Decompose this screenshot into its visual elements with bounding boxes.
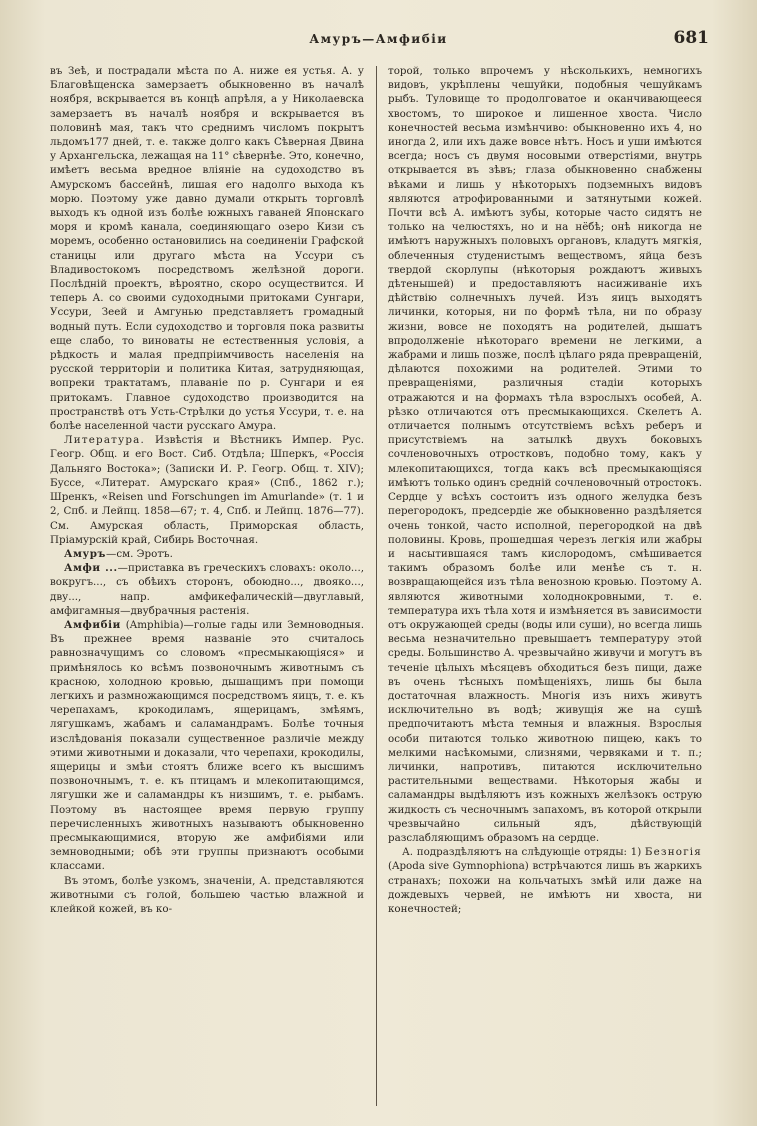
order-apoda-name: Безногiя [644, 846, 702, 859]
paragraph-literature [50, 433, 364, 547]
headword-amphibia: Амфибiи [64, 618, 121, 631]
page-header [40, 30, 717, 54]
paragraph-amphibia-anatomy: торой, только впрочемъ у нѣсколькихъ, немногихъ видовъ, укрѣплены чешуйки, подобныя чешуйкамъ рыбъ. Туловище то продолговатое и оканчивающееся хвостомъ, то широкое и лишенное хвоста. Число конечностей весьма измѣнчиво: обыкновенно ихъ 4, но иногда 2, или ихъ даже вовсе нѣтъ. Носъ и уши имѣются всегда; носъ съ двумя носовыми отверстiями, внутрь открывается въ зѣвъ; глаза обыкновенно снабжены вѣками и лишь у нѣкоторыхъ подземныхъ видовъ являются атрофированными и затянутыми кожей. Почти всѣ А. имѣютъ зубы, которые часто сидятъ не только на челюстяхъ, но и на нёбѣ; онѣ никогда не имѣютъ наружныхъ половыхъ органовъ, кладутъ мягкiя, облеченныя студенистымъ веществомъ, яйца безъ твердой скорлупы (нѣкоторыя рождаютъ живыхъ дѣтенышей) и предоставляютъ насиживанiе ихъ дѣйствiю солнечныхъ лучей. Изъ яицъ выходятъ личинки, которыя, ни по формѣ тѣла, ни по образу жизни, вовсе не походятъ на родителей, дышатъ впродолженiе нѣкотораго времени не легкими, а жабрами и лишь позже, послѣ цѣлаго ряда превращенiй, дѣлаются похожими на родителей. Этими то превращенiями, различныя стадiи которыхъ отражаются и на формахъ тѣла взрослыхъ особей, А. рѣзко отличаются отъ пресмыкающихся. Скелетъ А. отличается полнымъ отсутствiемъ всѣхъ реберъ и присутствiемъ на затылкѣ двухъ боковыхъ сочленовочныхъ отростковъ, подобно тому, какъ у млекопитающихся, тогда какъ всѣ пресмыкающiяся имѣютъ только одинъ среднiй сочленовочный отростокъ. Сердце у всѣхъ состоитъ изъ одного желудка безъ перегородокъ, предсердiе же обыкновенно раздѣляется очень тонкой, часто исполной, перегородкой на двѣ половины. Кровь, прошедшая черезъ легкiя или жабры и насытившаяся тамъ кислородомъ, смѣшивается такимъ образомъ болѣе или менѣе съ т. н. возвращающейся изъ тѣла венозною кровью. Поэтому А. являются животными холоднокровными, т. е. температура ихъ тѣла хотя и измѣняется въ зависимости отъ окружающей среды (воды или суши), но всегда лишь весьма незначительно превышаетъ температуру этой среды. Большинство А. чрезвычайно живучи и могутъ въ теченiе цѣлыхъ мѣсяцевъ обходиться безъ пищи, даже въ очень тѣсныхъ помѣщенiяхъ, лишь бы была достаточная влажность. Многiя изъ нихъ живутъ исключительно въ водѣ; живущiя же на сушѣ предпочитаютъ мѣста темныя и влажныя. Взрослыя особи питаются только животною пищею, какъ то мелкими насѣкомыми, слизнями, червяками и т. п.; личинки, напротивъ, питаются исключительно растительными веществами. Нѣкоторыя жабы и саламандры выдѣляютъ изъ кожныхъ желѣзокъ острую жидкость съ чесночнымъ запахомъ, въ которой открыли чрезвычайно сильный ядъ, дѣйствующiй разслабляющимъ образомъ на сердце. [388, 65, 702, 844]
orders-lead: А. подраздѣляютъ на слѣдующiе отряды: 1) [402, 846, 642, 859]
entry-amphi-text: —приставка въ греческихъ словахъ: около..., вокругъ..., съ обѣихъ сторонъ, обоюдно..., двояко..., дву..., напр. амфикефалическiй—двуглавый, амфигамныя—двубрачныя растенiя. [50, 562, 364, 617]
right-column [388, 64, 702, 1108]
paragraph-amur-ice: въ Зеѣ, и пострадали мѣста по А. ниже ея устья. А. у Благовѣщенска замерзаетъ обыкновенно въ началѣ ноября, вскрывается въ концѣ апрѣля, а у Николаевска замерзаетъ въ началѣ ноября и вскрывается въ половинѣ мая, такъ что среднимъ числомъ покрытъ льдомъ177 дней, т. е. также долго какъ Сѣверная Двина у Архангельска, лежащая на 11° сѣвернѣе. Это, конечно, имѣетъ весьма вредное влiянiе на судоходство въ Амурскомъ бассейнѣ, лишая его надолго выхода къ морю. Поэтому уже давно думали открыть торговлѣ выходъ къ одной изъ болѣе южныхъ гаваней Японскаго моря и кромѣ канала, соединяющаго озеро Кизи съ моремъ, особенно остановились на соединенiи Графской станицы или другаго мѣста на Уссури съ Владивостокомъ посредствомъ желѣзной дороги. Послѣднiй проектъ, вѣроятно, скоро осуществится. И теперь А. со своими судоходными притоками Сунгари, Уссури, Зеей и Амгунью представляетъ громадный водный путь. Если судоходство и торговля пока развиты еще слабо, то виноваты не естественныя условiя, а рѣдкость и малая предпрiимчивость населенiя на русской территорiи и политика Китая, затрудняющая, вопреки трактатамъ, плаванiе по р. Сунгари и ея притокамъ. Главное судоходство производится на пространствѣ отъ Усть-Стрѣлки до устья Уссури, т. е. на болѣе населенной части русскаго Амура. [50, 65, 364, 433]
text-columns [50, 64, 702, 1108]
literature-heading: Литература. [64, 434, 145, 447]
column-divider [376, 66, 377, 1106]
order-apoda-text: встрѣчаются лишь въ жаркихъ странахъ; похожи на кольчатыхъ змѣй или даже на дождевыхъ червей, не имѣютъ ни хвоста, ни конечностей; [388, 860, 702, 915]
running-title: Амуръ—Амфибiи [309, 32, 448, 46]
entry-amphibia [50, 618, 364, 874]
order-apoda-latin: (Apoda sive Gymnophiona) [388, 860, 529, 873]
entry-amphibia-text: (Amphibia)—голые гады или Земноводныя. Въ прежнее время названiе это считалось равнозначущимъ со словомъ «пресмыкающiяся» и примѣнялось ко всѣмъ позвоночнымъ животнымъ съ красною, холодною кровью, дышащимъ при помощи легкихъ и размножающимся посредствомъ яицъ, т. е. къ черепахамъ, крокодиламъ, ящерицамъ, змѣямъ, лягушкамъ, жабамъ и саламандрамъ. Болѣе точныя изслѣдованiя показали существенное различiе между этими животными и доказали, что черепахи, крокодилы, ящерицы и змѣи стоятъ ближе всего къ высшимъ позвоночнымъ, т. е. къ птицамъ и млекопитающимся, лягушки же и саламандры къ низшимъ, т. е. рыбамъ. Поэтому въ настоящее время первую группу перечисленныхъ животныхъ называютъ обыкновенно пресмыкающимися, вторую же амфибiями или земноводными; обѣ эти группы признаютъ особыми классами. [50, 618, 364, 873]
left-column [50, 64, 364, 1108]
paragraph-amphibia-orders [388, 845, 702, 916]
entry-amur-text: —см. Эротъ. [106, 547, 173, 560]
literature-text: Извѣстiя и Вѣстникъ Импер. Рус. Геогр. Общ. и его Вост. Сиб. Отдѣла; Шперкъ, «Россiя Дальняго Востока»; (Записки И. Р. Геогр. Общ. т. XIV); Буссе, «Литерат. Амурскаго края» (Спб., 1862 г.); Шренкъ, «Reisen und Forschungen im Amurlande» (т. 1 и 2, Спб. и Лейпц. 1858—67; т. 4, Спб. и Лейпц. 1876—77). См. Амурская область, Приморская область, Прiамурскiй край, Сибирь Восточная. [50, 434, 364, 546]
paragraph-amphibia-definition: Въ этомъ, болѣе узкомъ, значенiи, А. представляются животными съ голой, большею частью влажной и клейкой кожей, въ ко- [50, 874, 364, 915]
headword-amur: Амуръ [64, 547, 107, 560]
entry-amur-eros [50, 547, 364, 561]
headword-amphi: Амфи ... [64, 562, 118, 575]
entry-amphi [50, 561, 364, 618]
page-number: 681 [673, 28, 709, 48]
